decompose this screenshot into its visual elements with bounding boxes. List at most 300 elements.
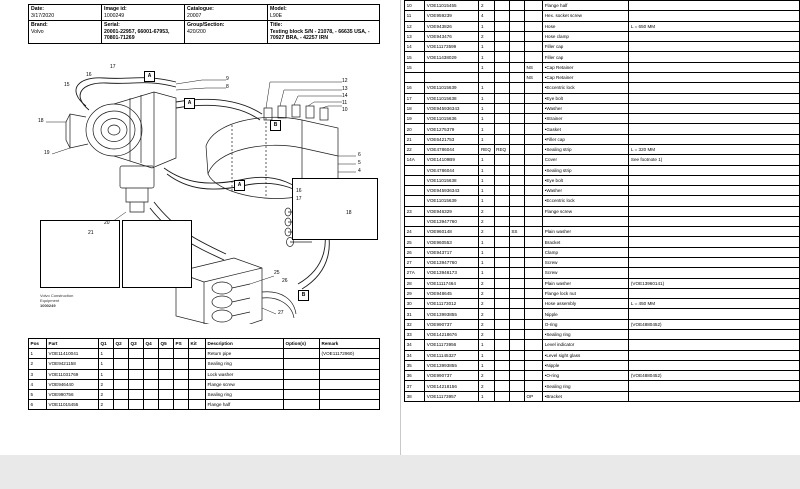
table-row (405, 216, 800, 226)
header-label: Group/Section: (187, 22, 225, 28)
cell-ps (174, 349, 189, 359)
cell-description: •Cap Retainer (543, 62, 629, 72)
cell-q2 (494, 186, 509, 196)
cell-kit (189, 379, 206, 389)
cell-remark (629, 52, 800, 62)
cell-description: Plain washer (543, 278, 629, 288)
table-row (405, 186, 800, 196)
cell-kit: NS (524, 62, 542, 72)
col-description: Description (206, 339, 284, 349)
cell-remark (629, 227, 800, 237)
cell-q3 (509, 216, 524, 226)
header-label: Date: (31, 6, 44, 12)
item-number: 18 (38, 118, 44, 124)
cell-q3 (509, 114, 524, 124)
cell-q1 (479, 72, 494, 82)
cell-q3 (509, 340, 524, 350)
cell-remark (629, 350, 800, 360)
cell-remark (629, 93, 800, 103)
cell-kit (524, 216, 542, 226)
cell-q3 (509, 288, 524, 298)
col-q3: Q3 (129, 339, 144, 349)
cell-q2 (494, 114, 509, 124)
cell-remark (629, 11, 800, 21)
cell-q2 (494, 258, 509, 268)
header-cell-date (29, 5, 102, 21)
cell-q1: 1 (479, 103, 494, 113)
cell-pos: 38 (405, 391, 425, 401)
col-remark: Remark (320, 339, 380, 349)
cell-pos: 37 (405, 381, 425, 391)
cell-description: Cover (543, 155, 629, 165)
cell-remark (629, 83, 800, 93)
table-row (405, 350, 800, 360)
cell-q2 (494, 237, 509, 247)
cell-q2 (114, 349, 129, 359)
header-value: L90E (270, 12, 283, 19)
cell-q1: 1 (479, 258, 494, 268)
table-row (405, 309, 800, 319)
cell-q2 (494, 371, 509, 381)
cell-description: Nipple (543, 309, 629, 319)
cell-part: VOE11173599 (425, 42, 479, 52)
cell-description: Lock washer (206, 369, 284, 379)
item-number: 17 (110, 64, 116, 70)
cell-remark (629, 114, 800, 124)
cell-kit (189, 389, 206, 399)
cell-description: Flange lock nut (543, 288, 629, 298)
cell-q5 (159, 349, 174, 359)
cell-q3 (509, 391, 524, 401)
cell-part: VOE13993855 (425, 309, 479, 319)
table-row (405, 103, 800, 113)
table-row (405, 1, 800, 11)
cell-kit (524, 206, 542, 216)
cell-pos: 20 (405, 124, 425, 134)
cell-q5 (159, 359, 174, 369)
cell-remark (629, 196, 800, 206)
cell-kit (524, 155, 542, 165)
cell-pos: 11 (405, 11, 425, 21)
cell-q4 (144, 349, 159, 359)
header-value: 1000249 (104, 12, 125, 19)
table-row (405, 72, 800, 82)
cell-pos: 17 (405, 93, 425, 103)
cell-description: •Nipple (543, 360, 629, 370)
cell-q1: 2 (479, 330, 494, 340)
cell-remark (320, 379, 380, 389)
cell-q3 (509, 299, 524, 309)
table-row (405, 42, 800, 52)
table-row (405, 247, 800, 257)
cell-part: VOE946329 (425, 206, 479, 216)
cell-part: VOE959239 (425, 11, 479, 21)
cell-part: VOE11145327 (425, 350, 479, 360)
cell-kit (524, 11, 542, 21)
parts-table-header-row (29, 339, 380, 349)
col-kit: Kit (189, 339, 206, 349)
item-number: 5 (358, 160, 361, 166)
cell-description: Flange screw (543, 206, 629, 216)
watermark-line: Equipment (40, 297, 60, 303)
item-number: 27 (278, 310, 284, 316)
cell-part: VOE960148 (425, 227, 479, 237)
cell-kit (524, 360, 542, 370)
header-cell-title (268, 21, 380, 44)
cell-part (425, 72, 479, 82)
cell-q3 (509, 237, 524, 247)
cell-q2 (494, 206, 509, 216)
cell-ps (174, 359, 189, 369)
cell-q3 (129, 349, 144, 359)
cell-kit (524, 196, 542, 206)
cell-remark: (VOE11172960) (320, 349, 380, 359)
cell-remark (629, 31, 800, 41)
cell-remark (629, 288, 800, 298)
cell-description: Hose (543, 21, 629, 31)
item-number: 14 (342, 93, 348, 99)
cell-part: VOE4786044 (425, 165, 479, 175)
cell-q1: 2 (479, 206, 494, 216)
table-row (405, 144, 800, 154)
cell-q2 (494, 103, 509, 113)
table-row (29, 389, 380, 399)
header-label: Model: (270, 6, 287, 12)
watermark-image-id: 1000249 (40, 302, 56, 308)
item-number: 11 (342, 100, 348, 106)
cell-remark: (VOE13960141) (629, 278, 800, 288)
cell-q2 (494, 62, 509, 72)
cell-remark (629, 42, 800, 52)
cell-description: •O-ring (543, 371, 629, 381)
cell-remark: L = 650 MM (629, 21, 800, 31)
cell-q1: REQ (479, 144, 494, 154)
cell-kit (524, 52, 542, 62)
parts-table (28, 338, 380, 410)
cell-q3 (509, 21, 524, 31)
cell-remark (629, 381, 800, 391)
item-number: 26 (282, 278, 288, 284)
cell-q2 (114, 359, 129, 369)
cell-q3 (509, 1, 524, 11)
cell-part: VOE9421158 (47, 359, 99, 369)
cell-part: VOE11031769 (47, 369, 99, 379)
cell-description: •Bracket (543, 391, 629, 401)
cell-q3 (509, 52, 524, 62)
cell-pos: 2 (29, 359, 47, 369)
cell-remark (629, 72, 800, 82)
cell-q1: 2 (99, 389, 114, 399)
table-row (29, 369, 380, 379)
cell-q2 (494, 309, 509, 319)
cell-q3 (509, 144, 524, 154)
header-label: Title: (270, 22, 283, 28)
cell-q2 (494, 350, 509, 360)
cell-q1: 1 (479, 237, 494, 247)
cell-description: •Eye bolt (543, 93, 629, 103)
cell-q3 (509, 62, 524, 72)
cell-q3 (129, 389, 144, 399)
cell-part: VOE943476 (425, 31, 479, 41)
cell-q3 (509, 360, 524, 370)
cell-remark (629, 165, 800, 175)
cell-q2 (494, 1, 509, 11)
cell-q2 (494, 227, 509, 237)
cell-remark (320, 369, 380, 379)
table-row (405, 52, 800, 62)
cell-remark (629, 134, 800, 144)
table-row (405, 175, 800, 185)
cell-part: VOE946440 (47, 379, 99, 389)
item-number: 16 (86, 72, 92, 78)
cell-options (284, 379, 320, 389)
cell-q2 (494, 31, 509, 41)
cell-q1: 2 (479, 31, 494, 41)
cell-kit (524, 1, 542, 11)
cell-pos: 21 (405, 134, 425, 144)
cell-q2 (114, 369, 129, 379)
header-value: Volvo (31, 28, 44, 35)
cell-q3 (509, 155, 524, 165)
cell-part: VOE943826 (425, 21, 479, 31)
table-row (29, 349, 380, 359)
cell-kit (524, 258, 542, 268)
cell-remark (629, 62, 800, 72)
cell-remark (629, 175, 800, 185)
cell-pos: 30 (405, 299, 425, 309)
cell-part: VOE11015639 (425, 196, 479, 206)
cell-remark (320, 389, 380, 399)
cell-description: Level indicator (543, 340, 629, 350)
cell-part: VOE11015455 (425, 1, 479, 11)
cell-kit: NS (524, 72, 542, 82)
cell-q3 (509, 124, 524, 134)
item-number: 9 (226, 76, 229, 82)
cell-q2 (494, 340, 509, 350)
cell-q3 (509, 247, 524, 257)
cell-remark: L = 320 MM (629, 144, 800, 154)
cell-q1: 2 (479, 288, 494, 298)
table-row (405, 206, 800, 216)
cell-part: VOE11173956 (425, 340, 479, 350)
cell-pos: 34 (405, 340, 425, 350)
cell-q2 (494, 21, 509, 31)
cell-part: VOE11015638 (425, 93, 479, 103)
cell-q1: 1 (99, 359, 114, 369)
cell-part: VOE960553 (425, 237, 479, 247)
cell-q4 (144, 400, 159, 410)
cell-pos: 35 (405, 360, 425, 370)
cell-kit (524, 144, 542, 154)
cell-part: VOE14218676 (425, 330, 479, 340)
header-row (29, 5, 380, 21)
cell-kit (524, 124, 542, 134)
table-row (29, 379, 380, 389)
cell-description: Flange screw (206, 379, 284, 389)
item-number: 21 (88, 230, 94, 236)
header-value: 3/17/2020 (31, 12, 55, 19)
cell-description: •Cap Retainer (543, 72, 629, 82)
watermark-line: Volvo Construction (40, 293, 74, 298)
col-part: Part (47, 339, 99, 349)
cell-kit (524, 42, 542, 52)
table-row (405, 288, 800, 298)
parts-table-body (29, 349, 380, 410)
table-row (405, 360, 800, 370)
cell-kit (524, 134, 542, 144)
cell-description: Filler cap (543, 52, 629, 62)
cell-q2 (494, 330, 509, 340)
cell-pos: 22 (405, 144, 425, 154)
cell-kit (189, 369, 206, 379)
cell-part: VOE945936343 (425, 186, 479, 196)
cell-q1: 1 (479, 360, 494, 370)
cell-pos: 24 (405, 227, 425, 237)
cell-q3 (509, 206, 524, 216)
cell-pos (405, 216, 425, 226)
cell-q2 (494, 83, 509, 93)
cell-q2 (494, 42, 509, 52)
cell-q3 (509, 330, 524, 340)
parts-continuation-table (404, 0, 800, 402)
cell-description: Sealing ring (206, 389, 284, 399)
cell-remark (629, 216, 800, 226)
cell-q3 (509, 196, 524, 206)
cell-part: VOE13993855 (425, 360, 479, 370)
cell-kit (189, 349, 206, 359)
cell-q2 (494, 299, 509, 309)
cell-kit (524, 319, 542, 329)
cell-pos: 6 (29, 400, 47, 410)
cell-remark: (VOE4880452) (629, 371, 800, 381)
cell-q3 (509, 31, 524, 41)
cell-part: VOE11173957 (425, 391, 479, 401)
cell-part: VOE6421753 (425, 134, 479, 144)
col-q4: Q4 (144, 339, 159, 349)
item-number: 6 (358, 152, 361, 158)
cell-description: Sealing ring (206, 359, 284, 369)
cell-description: •Eccentric lock (543, 196, 629, 206)
cell-pos: 18 (405, 103, 425, 113)
cell-q1: 2 (479, 381, 494, 391)
cell-remark (629, 391, 800, 401)
cell-q1: 1 (479, 114, 494, 124)
cell-remark (629, 237, 800, 247)
cell-kit (524, 288, 542, 298)
cell-q3 (509, 371, 524, 381)
item-number: 16 (296, 188, 302, 194)
table-row (405, 114, 800, 124)
cell-q2 (494, 175, 509, 185)
cell-kit (524, 247, 542, 257)
cell-part: VOE13947760 (425, 258, 479, 268)
cell-q1: 1 (479, 155, 494, 165)
detail-view-a (40, 220, 120, 288)
table-row (405, 31, 800, 41)
cell-part: VOE11015639 (425, 83, 479, 93)
cell-q3 (129, 400, 144, 410)
cell-pos: 13 (405, 31, 425, 41)
cell-q1: 1 (479, 196, 494, 206)
cell-remark (629, 206, 800, 216)
cell-pos (405, 186, 425, 196)
item-number: 10 (342, 107, 348, 113)
cell-pos: 14A (405, 155, 425, 165)
item-number: 12 (342, 78, 348, 84)
cell-q1: 2 (99, 379, 114, 389)
cell-pos: 28 (405, 278, 425, 288)
cell-pos: 29 (405, 288, 425, 298)
header-info-table (28, 4, 380, 44)
table-row (405, 134, 800, 144)
cell-description: Hex. socket screw (543, 11, 629, 21)
cell-remark (629, 186, 800, 196)
header-value: 20001-22957, 66001-67953, 70801-71269 (104, 28, 170, 41)
cell-q1: 1 (479, 186, 494, 196)
cell-q5 (159, 400, 174, 410)
table-row (405, 11, 800, 21)
cell-description: •Eye bolt (543, 175, 629, 185)
cell-description: Hose assembly (543, 299, 629, 309)
cell-q2 (494, 319, 509, 329)
cell-kit (524, 371, 542, 381)
cell-pos: 32 (405, 319, 425, 329)
cell-description: •Washer (543, 103, 629, 113)
table-row (405, 299, 800, 309)
col-q2: Q2 (114, 339, 129, 349)
cell-q1: 1 (479, 247, 494, 257)
cell-description: •Strainer (543, 114, 629, 124)
cell-remark (629, 247, 800, 257)
detail-view-b (292, 178, 378, 240)
cell-q4 (144, 389, 159, 399)
table-row (405, 21, 800, 31)
table-row (405, 391, 800, 401)
cell-q3 (129, 359, 144, 369)
cell-q2 (114, 389, 129, 399)
cell-part: VOE4786044 (425, 144, 479, 154)
header-cell-serial (102, 21, 185, 44)
cell-pos: 27 (405, 258, 425, 268)
callout-a: A (184, 98, 195, 109)
detail-view-a-parts (122, 220, 192, 288)
cell-part: VOE1275379 (425, 124, 479, 134)
cell-q3 (509, 268, 524, 278)
cell-q3 (509, 103, 524, 113)
cell-description: •Sealing ring (543, 330, 629, 340)
cell-part: VOE990756 (47, 389, 99, 399)
header-row (29, 21, 380, 44)
cell-kit (524, 93, 542, 103)
cell-remark (629, 103, 800, 113)
cell-q2 (494, 381, 509, 391)
cell-pos: 19 (405, 114, 425, 124)
table-row (405, 340, 800, 350)
callout-b: B (298, 290, 309, 301)
header-value: 20007 (187, 12, 202, 19)
cell-part: VOE990737 (425, 371, 479, 381)
item-number: 4 (358, 168, 361, 174)
cell-q1: 1 (479, 350, 494, 360)
cell-options (284, 369, 320, 379)
viewer-bottom-bar (0, 455, 800, 489)
cell-kit (524, 381, 542, 391)
cell-description: Plain washer (543, 227, 629, 237)
cell-kit (524, 268, 542, 278)
callout-b: B (270, 120, 281, 131)
cell-q1: 1 (479, 83, 494, 93)
cell-remark (629, 124, 800, 134)
